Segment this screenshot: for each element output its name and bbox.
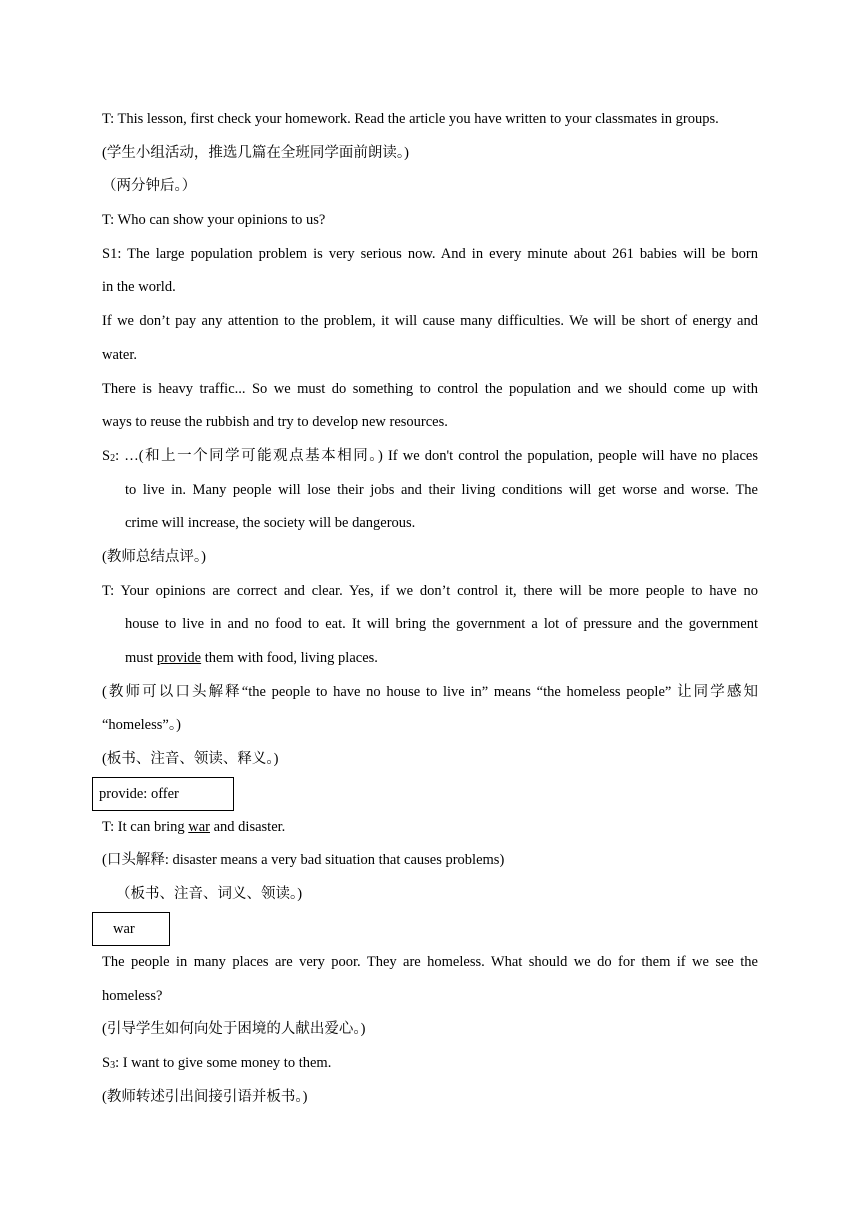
text-segment: and disaster.: [210, 818, 286, 835]
note-blackboard-2: （板书、注音、词义、领读。): [116, 886, 303, 903]
speaker-s: S: [102, 447, 111, 464]
text-segment: must: [125, 650, 157, 666]
note-two-minutes: （两分钟后。）: [102, 178, 197, 195]
student1-line-3: If we don’t pay any attention to the problem, it will cause many difficulties. We will be short of energy and: [102, 313, 758, 330]
note-explain-disaster: (口头解释: disaster means a very bad situation that causes problems): [102, 852, 505, 869]
teacher-response-line-3: [102, 642, 758, 676]
speaker-s: S: [102, 1054, 111, 1071]
student1-line-1: S1: The large population problem is very serious now. And in every minute about 261 babies will be born: [102, 245, 758, 262]
teacher-line-homework: T: This lesson, first check your homework. Read the article you have written to your classmates in groups.: [102, 111, 719, 127]
student3-line: [102, 1047, 758, 1081]
student2-line-3: crime will increase, the society will be dangerous.: [125, 515, 416, 532]
keyword-war: war: [188, 818, 210, 835]
note-indirect-speech: (教师转述引出间接引语并板书。): [102, 1088, 308, 1105]
student3-text: : I want to give some money to them.: [115, 1054, 332, 1071]
blackboard-box-war: war: [92, 912, 170, 946]
student2-text: : …(和上一个同学可能观点基本相同。) If we don't control the population, people will have no places: [115, 447, 758, 464]
speaker-number: 2: [110, 452, 116, 464]
note-blackboard-1: (板书、注音、领读、释义。): [102, 751, 279, 768]
teacher-response-line-1: T: Your opinions are correct and clear. Yes, if we don’t control it, there will be more people to have no: [102, 582, 758, 599]
text-segment: T: It can bring: [102, 818, 189, 835]
student1-line-5: There is heavy traffic... So we must do something to control the population and we should come up with: [102, 380, 758, 397]
student2-line-1: [102, 440, 758, 474]
keyword-provide: provide: [156, 650, 202, 666]
student1-line-6: ways to reuse the rubbish and try to develop new resources.: [102, 414, 448, 431]
document-page: [99, 103, 758, 1114]
note-explain-homeless-1: (教师可以口头解释“the people to have no house to live in” means “the homeless people” 让同学感知: [102, 683, 758, 700]
teacher-response-line-2: house to live in and no food to eat. It will bring the government a lot of pressure and the government: [125, 616, 758, 633]
note-group-activity: (学生小组活动，推选几篇在全班同学面前朗读。): [102, 144, 409, 161]
speaker-number: 3: [110, 1059, 116, 1071]
blackboard-box-provide: provide: offer: [92, 777, 234, 811]
teacher-question: T: Who can show your opinions to us?: [102, 212, 326, 229]
student2-line-2: to live in. Many people will lose their jobs and their living conditions will get worse and worse. The: [125, 481, 758, 498]
note-explain-homeless-2: “homeless”。): [102, 717, 181, 734]
note-teacher-summary: (教师总结点评。): [102, 548, 206, 565]
text-segment: them with food, living places.: [201, 650, 378, 666]
note-guide-students: (引导学生如何向处于困境的人献出爱心。): [102, 1021, 366, 1038]
teacher-war-line: [102, 811, 758, 845]
student1-line-4: water.: [102, 346, 138, 363]
teacher-homeless-line-1: The people in many places are very poor. They are homeless. What should we do for them if we see the: [102, 953, 758, 970]
teacher-homeless-line-2: homeless?: [102, 987, 163, 1004]
student1-line-2: in the world.: [102, 279, 176, 296]
